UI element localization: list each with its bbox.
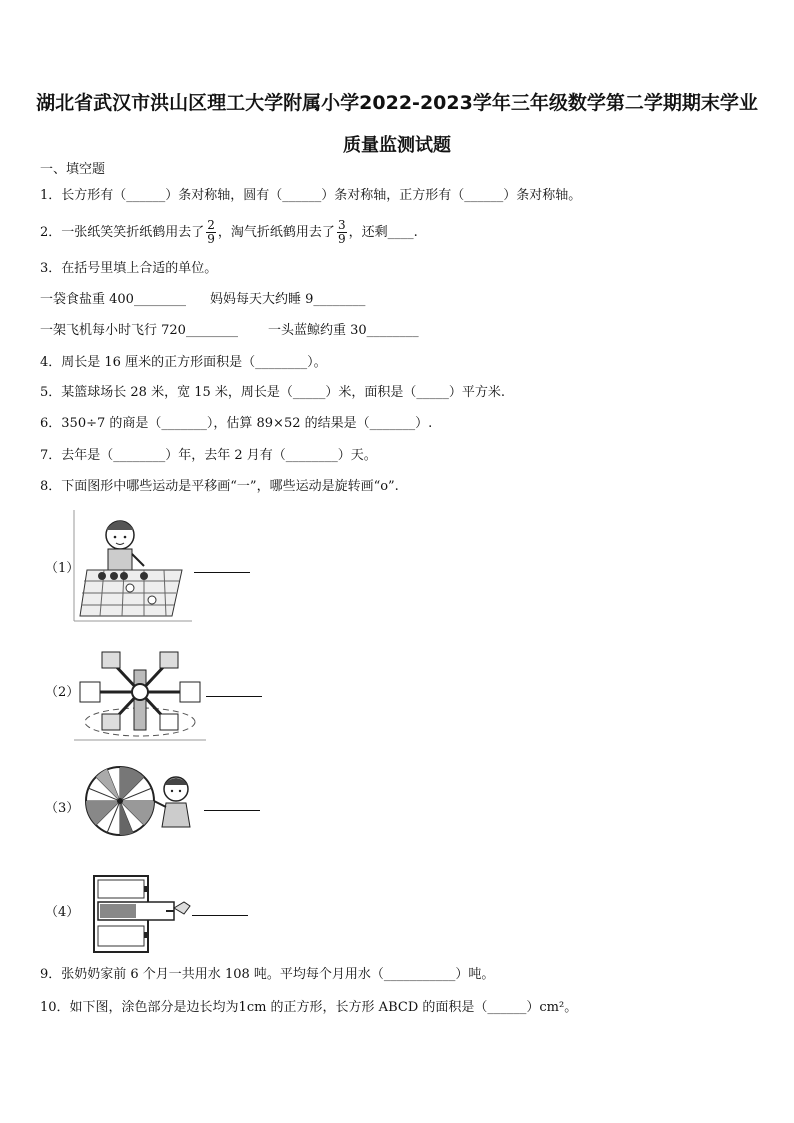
sliding-drawer-illustration	[88, 872, 192, 956]
question-3-item-plane: 一架飞机每小时飞行 720________	[40, 323, 238, 338]
figure-2-answer-blank[interactable]	[206, 696, 262, 697]
question-3: 3．在括号里填上合适的单位。	[40, 261, 218, 276]
figure-3-label: （3）	[45, 801, 80, 816]
question-2	[40, 213, 418, 253]
fraction-3-9	[337, 219, 347, 246]
document-title-line-2: 质量监测试题	[343, 135, 451, 156]
question-7: 7．去年是（________）年，去年 2 月有（________）天。	[40, 448, 377, 463]
fraction-denominator: 9	[337, 232, 346, 246]
figure-1-label: （1）	[45, 561, 80, 576]
question-10: 10．如下图，涂色部分是边长均为1cm 的正方形，长方形 ABCD 的面积是（______）cm²。	[40, 1000, 578, 1015]
question-2-text-start: 2．一张纸笑笑折纸鹤用去了	[40, 225, 205, 240]
fraction-denominator: 9	[207, 232, 215, 246]
figure-2-label: （2）	[45, 685, 80, 700]
figure-3-answer-blank[interactable]	[204, 810, 260, 811]
question-4: 4．周长是 16 厘米的正方形面积是（________）。	[40, 355, 327, 370]
question-9: 9．张奶奶家前 6 个月一共用水 108 吨。平均每个月用水（___________）吨。	[40, 967, 495, 982]
question-5: 5．某篮球场长 28 米，宽 15 米，周长是（_____）米，面积是（_____）平方米.	[40, 385, 506, 400]
question-2-text-middle: ，淘气折纸鹤用去了	[217, 225, 335, 240]
fraction-numerator: 3	[337, 218, 346, 232]
rotating-ride-illustration	[72, 640, 208, 742]
document-title-line-1: 湖北省武汉市洪山区理工大学附属小学2022-2023学年三年级数学第二学期期末学业	[36, 92, 758, 114]
question-3-item-sleep: 妈妈每天大约睡 9________	[210, 292, 366, 307]
question-6: 6．350÷7 的商是（_______），估算 89×52 的结果是（_______）.	[40, 416, 433, 431]
question-3-item-salt: 一袋食盐重 400________	[40, 292, 186, 307]
section-heading: 一、填空题	[40, 162, 106, 177]
fraction-2-9	[206, 219, 216, 246]
question-2-text-end: ，还剩____.	[348, 225, 418, 240]
figure-1-answer-blank[interactable]	[194, 572, 250, 573]
question-1: 1．长方形有（______）条对称轴，圆有（______）条对称轴，正方形有（______）条对称轴。	[40, 188, 582, 203]
question-8: 8．下面图形中哪些运动是平移画“一”，哪些运动是旋转画“o”.	[40, 479, 399, 494]
child-moving-game-piece-illustration	[72, 508, 194, 623]
figure-4-answer-blank[interactable]	[192, 915, 248, 916]
fraction-numerator: 2	[207, 218, 215, 232]
question-3-item-whale: 一头蓝鲸约重 30________	[268, 323, 419, 338]
spinning-wheel-illustration	[80, 765, 202, 837]
figure-4-label: （4）	[45, 905, 80, 920]
